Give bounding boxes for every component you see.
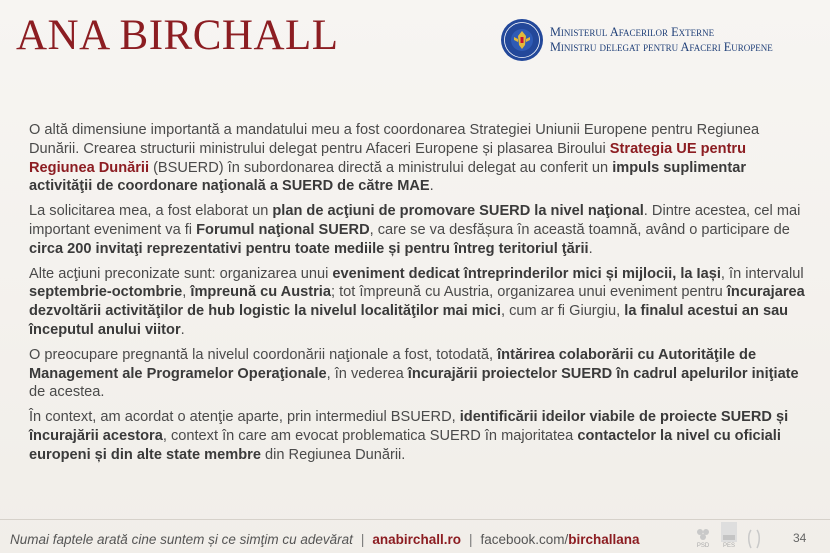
text-span: Alte acţiuni preconizate sunt: organizarea unui [29,265,333,282]
text-span: În context, am acordat o atenţie aparte, prin intermediul BSUERD, [29,409,460,426]
footer-motto: Numai faptele arată cine suntem și ce simţim cu adevărat [10,531,353,547]
party-emblem-icon [746,528,762,550]
paragraph-4 [29,346,809,402]
psd-logo-icon [694,527,712,543]
text-span: , cum ar fi Giurgiu, [500,303,625,320]
text-span: de acestea. [29,384,105,401]
romanian-government-seal-icon [500,18,544,62]
bold-text: plan de acţiuni de promovare SUERD la nivel naţional [272,203,644,220]
minister-title: Ministru delegat pentru Afaceri Europene [550,40,773,54]
footer-logos [694,522,762,550]
ministry-name: Ministerul Afacerilor Externe [550,25,715,39]
paragraph-1 [29,121,809,196]
footer-separator: | [360,531,365,547]
footer-divider [0,519,830,520]
footer [10,528,640,550]
psd-logo-caption: PSD [696,543,710,549]
ministry-names [550,25,773,55]
pes-logo-icon [720,521,738,543]
page-number: 34 [793,531,807,545]
text-span: , context în care am evocat problematica SUERD în majoritatea [162,427,578,444]
bold-text: la finalul acestui an sau începutul anului viitor [29,303,789,338]
party-emblem [746,528,762,550]
text-span: . Dintre acestea, cel mai important eveniment va fi [29,203,801,238]
facebook-link[interactable] [480,532,639,547]
pes-logo [720,521,738,550]
text-span: O preocupare pregnantă la nivelul coordonării naţionale a fost, totodată, [29,346,498,363]
bold-text: încurajarea dezvoltării activităţilor de hub logistic la nivelul localităţilor mai mici [29,284,805,320]
bold-text: întărirea colaborării cu Autorităţile de Management ale Programelor Operaţionale [29,346,757,382]
text-span: , în vederea [326,365,408,382]
text-span: , în intervalul [720,265,804,282]
bold-text: identificării ideilor viabile de proiecte SUERD și încurajării acestora [29,409,789,444]
text-span: din Regiunea Dunării. [260,446,406,463]
bold-text: eveniment dedicat întreprinderilor mici și mijlocii, la Iași [332,265,721,282]
text-span: O altă dimensiune importantă a mandatului meu a fost coordonarea Strategiei Uniunii Europene pentru Regiunea Dunării. Crearea structurii ministrului delegat pentru Afaceri Europene și plasarea Biroului [29,122,760,157]
facebook-handle: birchallana [568,531,640,547]
bold-text: împreună cu Austria [190,284,331,301]
text-span: , care se va desfășura în această toamnă, având o participare de [369,221,790,238]
text-span: , [182,284,191,301]
bold-text: Forumul naţional SUERD [196,221,370,238]
paragraph-5 [29,408,809,464]
text-span: La solicitarea mea, a fost elaborat un [29,203,273,220]
pes-logo-caption: PES [722,543,735,549]
footer-separator: | [468,531,473,547]
psd-logo [694,527,712,550]
text-span: (BSUERD) în subordonarea directă a ministrului delegat au conferit un [149,159,613,176]
text-span: ; tot împreună cu Austria, organizarea unui eveniment pentru [330,284,727,301]
text-span: . [180,321,185,338]
ministry-header [500,14,773,66]
highlight-text: Strategia UE pentru Regiunea Dunării [29,140,747,176]
paragraph-3 [29,265,809,340]
bold-text: impuls suplimentar activităţii de coordonare naţională a SUERD de către MAE [29,159,747,195]
body-text [29,121,809,471]
text-span: . [588,240,593,257]
website-link[interactable]: anabirchall.ro [372,531,461,547]
bold-text: septembrie-octombrie [29,284,183,301]
bold-text: contactelor la nivel cu oficiali europeni și din alte state membre [29,427,781,463]
bold-text: circa 200 invitaţi reprezentativi pentru toate mediile și pentru întreg teritoriul ţării [29,240,589,257]
page-title: ANA BIRCHALL [16,12,339,59]
facebook-prefix: facebook.com/ [480,531,569,547]
paragraph-2 [29,202,809,258]
text-span: . [429,178,434,195]
bold-text: încurajării proiectelor SUERD în cadrul apelurilor iniţiate [407,365,799,382]
